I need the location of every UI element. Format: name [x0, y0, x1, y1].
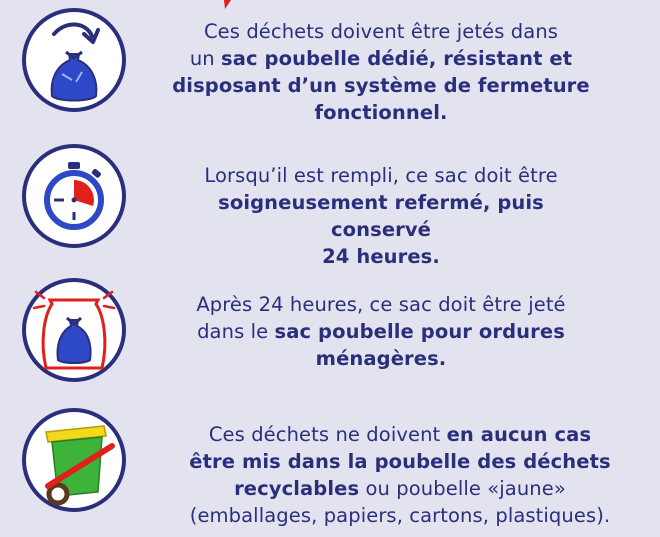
stopwatch-icon — [20, 142, 128, 250]
text-normal: Ces déchets ne doivent — [208, 423, 447, 446]
text-bold: fonctionnel. — [314, 101, 448, 124]
text-normal: dans le — [197, 320, 275, 343]
text-bold: ménagères. — [315, 347, 447, 370]
red-pointer-icon — [224, 0, 231, 9]
step-2-text — [166, 162, 596, 270]
text-bold: 24 heures. — [322, 245, 440, 268]
text-bold: être mis dans la poubelle des déchets — [189, 450, 611, 473]
bag-into-bag-icon — [20, 276, 128, 384]
text-normal: (emballages, papiers, cartons, plastiques). — [189, 504, 611, 527]
step-3-text — [166, 291, 596, 372]
text-normal: un — [189, 47, 222, 70]
text-bold: en aucun cas — [446, 423, 592, 446]
text-normal: Ces déchets doivent être jetés dans — [203, 20, 559, 43]
step-4-text — [160, 421, 640, 529]
text-bold: recyclables — [234, 477, 360, 500]
step-1-text — [166, 18, 596, 126]
text-normal: ou poubelle «jaune» — [359, 477, 566, 500]
text-bold: sac poubelle dédié, résistant et — [221, 47, 573, 70]
text-bold: disposant d’un système de fermeture — [172, 74, 590, 97]
text-normal: Lorsqu’il est rempli, ce sac doit être — [204, 164, 558, 187]
no-recycling-bin-icon — [20, 406, 128, 514]
garbage-bag-arrow-icon — [20, 6, 128, 114]
text-bold: sac poubelle pour ordures — [274, 320, 565, 343]
text-bold: soigneusement refermé, puis conservé — [218, 191, 544, 241]
text-normal: Après 24 heures, ce sac doit être jeté — [196, 293, 566, 316]
